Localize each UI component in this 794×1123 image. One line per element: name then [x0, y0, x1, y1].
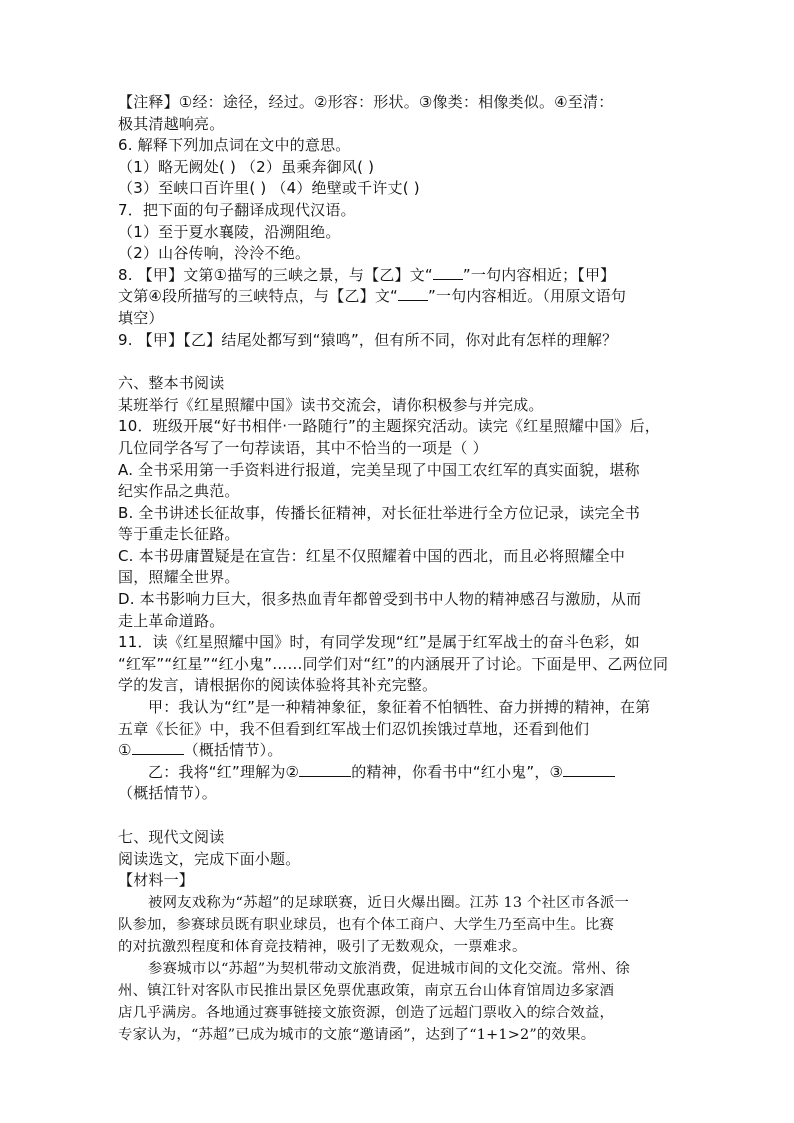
material-paragraph-line: 州、镇江针对客队市民推出景区免票优惠政策，南京五台山体育馆周边多家酒 — [118, 982, 615, 999]
option-b: 等于重走长征路。 — [118, 525, 240, 544]
material-paragraph-line: 的对抗激烈程度和体育竞技精神，吸引了无数观众，一票难求。 — [118, 938, 527, 955]
spacer — [118, 805, 708, 827]
question-8-line: 8. 【甲】文第①描写的三峡之景，与【乙】文“ ”一句内容相近；【甲】 — [118, 265, 616, 284]
section-intro: 阅读选文，完成下面小题。 — [118, 849, 301, 868]
material-paragraph-line: 店几乎满房。各地通过赛事链接文旅资源，创造了远超门票收入的综合效益， — [118, 1004, 615, 1021]
question-8-line: 文第④段所描写的三峡特点，与【乙】文“ ”一句内容相近。（用原文语句 — [118, 287, 627, 306]
option-a: A. 全书采用第一手资料进行报道，完美呈现了中国工农红军的真实面貌，堪称 — [118, 460, 640, 479]
question-8-line: 填空） — [118, 308, 164, 327]
question-11-line: 学的发言，请根据你的阅读体验将其补充完整。 — [118, 676, 438, 695]
answer-blank[interactable] — [433, 265, 463, 280]
question-7-item: （1）至于夏水襄陵，沿溯阻绝。 — [118, 222, 341, 241]
material-paragraph-line: 参赛城市以“苏超”为契机带动文旅消费，促进城市间的文化交流。常州、徐 — [148, 960, 631, 977]
section-title: 六、整本书阅读 — [118, 374, 225, 393]
option-c: C. 本书毋庸置疑是在宣告：红星不仅照耀着中国的西北，而且必将照耀全中 — [118, 546, 626, 565]
answer-blank[interactable] — [132, 740, 184, 755]
question-7-stem: 7．把下面的句子翻译成现代汉语。 — [118, 200, 356, 219]
option-a: 纪实作品之典范。 — [118, 482, 240, 501]
student-jia-line: ① （概括情节）。 — [118, 741, 283, 760]
answer-blank[interactable] — [398, 286, 428, 301]
material-paragraph-line: 队参加，参赛球员既有职业球员，也有个体工商户、大学生乃至高中生。比赛 — [118, 916, 615, 933]
spacer — [118, 351, 708, 373]
option-c: 国，照耀全世界。 — [118, 568, 240, 587]
student-jia-line: 五章《长征》中，我不但看到红军战士们忍饥挨饿过草地，还看到他们 — [118, 719, 590, 738]
question-6-items: （1）略无阙处( ) （2）虽乘奔御风( ) — [118, 157, 375, 176]
notes-line: 【注释】①经：途径，经过。②形容：形状。③像类：相像类似。④至清： — [118, 93, 614, 111]
question-10-line: 10．班级开展“好书相伴·一路随行”的主题探究活动。读完《红星照耀中国》后， — [118, 417, 661, 436]
question-6-stem: 6. 解释下列加点词在文中的意思。 — [118, 136, 351, 155]
question-11-line: 11．读《红星照耀中国》时，有同学发现“红”是属于红军战士的奋斗色彩，如 — [118, 633, 640, 652]
section-intro: 某班举行《红星照耀中国》读书交流会，请你积极参与并完成。 — [118, 395, 544, 414]
question-6-items: （3）至峡口百许里( ) （4）绝壁或千许丈( ) — [118, 179, 420, 198]
material-paragraph-line: 专家认为，“苏超”已成为城市的文旅“邀请函”，达到了“1+1>2”的效果。 — [118, 1026, 596, 1043]
option-b: B. 全书讲述长征故事，传播长征精神，对长征壮举进行全方位记录，读完全书 — [118, 503, 641, 522]
document-content — [118, 92, 708, 1046]
notes-line: 极其清越响亮。 — [118, 114, 225, 133]
section-title: 七、现代文阅读 — [118, 828, 225, 846]
student-jia-line: 甲：我认为“红”是一种精神象征，象征着不怕牺牲、奋力拼搏的精神，在第 — [148, 698, 651, 717]
student-yi-line: （概括情节）。 — [118, 784, 217, 803]
question-11-line: “红军”“红星”“红小鬼”……同学们对“红”的内涵展开了讨论。下面是甲、乙两位同 — [118, 654, 669, 673]
question-10-line: 几位同学各写了一句荐读语，其中不恰当的一项是（ ） — [118, 438, 488, 457]
option-d: D. 本书影响力巨大，很多热血青年都曾受到书中人物的精神感召与激励，从而 — [118, 590, 642, 609]
answer-blank[interactable] — [299, 762, 351, 777]
answer-blank[interactable] — [563, 762, 615, 777]
material-paragraph-line: 被网友戏称为“苏超”的足球联赛，近日火爆出圈。江苏 13 个社区市各派一 — [148, 894, 630, 911]
student-yi-line: 乙：我将“红”理解为② 的精神，你看书中“红小鬼”，③ — [118, 762, 708, 784]
question-9-stem: 9. 【甲】【乙】结尾处都写到“猿鸣”，但有所不同，你对此有怎样的理解？ — [118, 330, 618, 349]
material-label: 【材料一】 — [118, 871, 195, 890]
question-7-item: （2）山谷传响，泠泠不绝。 — [118, 244, 311, 263]
option-d: 走上革命道路。 — [118, 611, 225, 630]
